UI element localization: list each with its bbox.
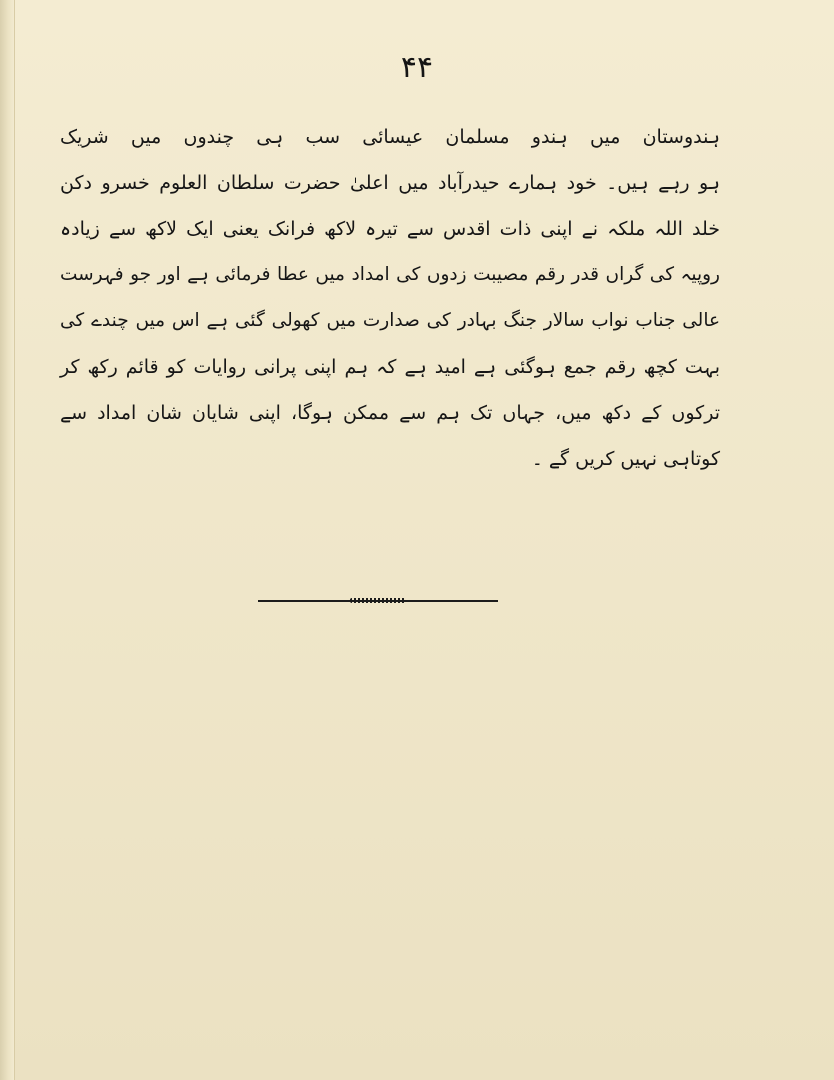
page-binding-edge (0, 0, 15, 1080)
text-line: عالی جناب نواب سالار جنگ بہادر کی صدارت میں کھولی گئی ہے اس میں چندے کی (60, 310, 720, 331)
page-number: ۴۴ (400, 50, 434, 85)
text-line: ہو رہے ہیں۔ خود ہمارے حیدرآباد میں اعلیٰ حضرت سلطان العلوم خسرو دکن (60, 172, 720, 194)
body-paragraph (60, 114, 720, 482)
text-line: کوتاہی نہیں کریں گے ۔ (531, 448, 720, 470)
section-divider (258, 598, 498, 604)
text-line: ترکوں کے دکھ میں، جہاں تک ہم سے ممکن ہوگا، اپنی شایان شان امداد سے (60, 402, 720, 424)
divider-ornament (350, 598, 406, 603)
text-line: خلد اللہ ملکہ نے اپنی ذات اقدس سے تیرہ لاکھ فرانک یعنی ایک لاکھ سے زیادہ (60, 218, 720, 240)
text-line: روپیہ کی گراں قدر رقم مصیبت زدوں کی امداد میں عطا فرمائی ہے اور جو فہرست (60, 264, 720, 285)
text-line: ہندوستان میں ہندو مسلمان عیسائی سب ہی چندوں میں شریک (60, 126, 720, 148)
text-line: بہت کچھ رقم جمع ہوگئی ہے امید ہے کہ ہم اپنی پرانی روایات کو قائم رکھ کر (60, 356, 720, 378)
